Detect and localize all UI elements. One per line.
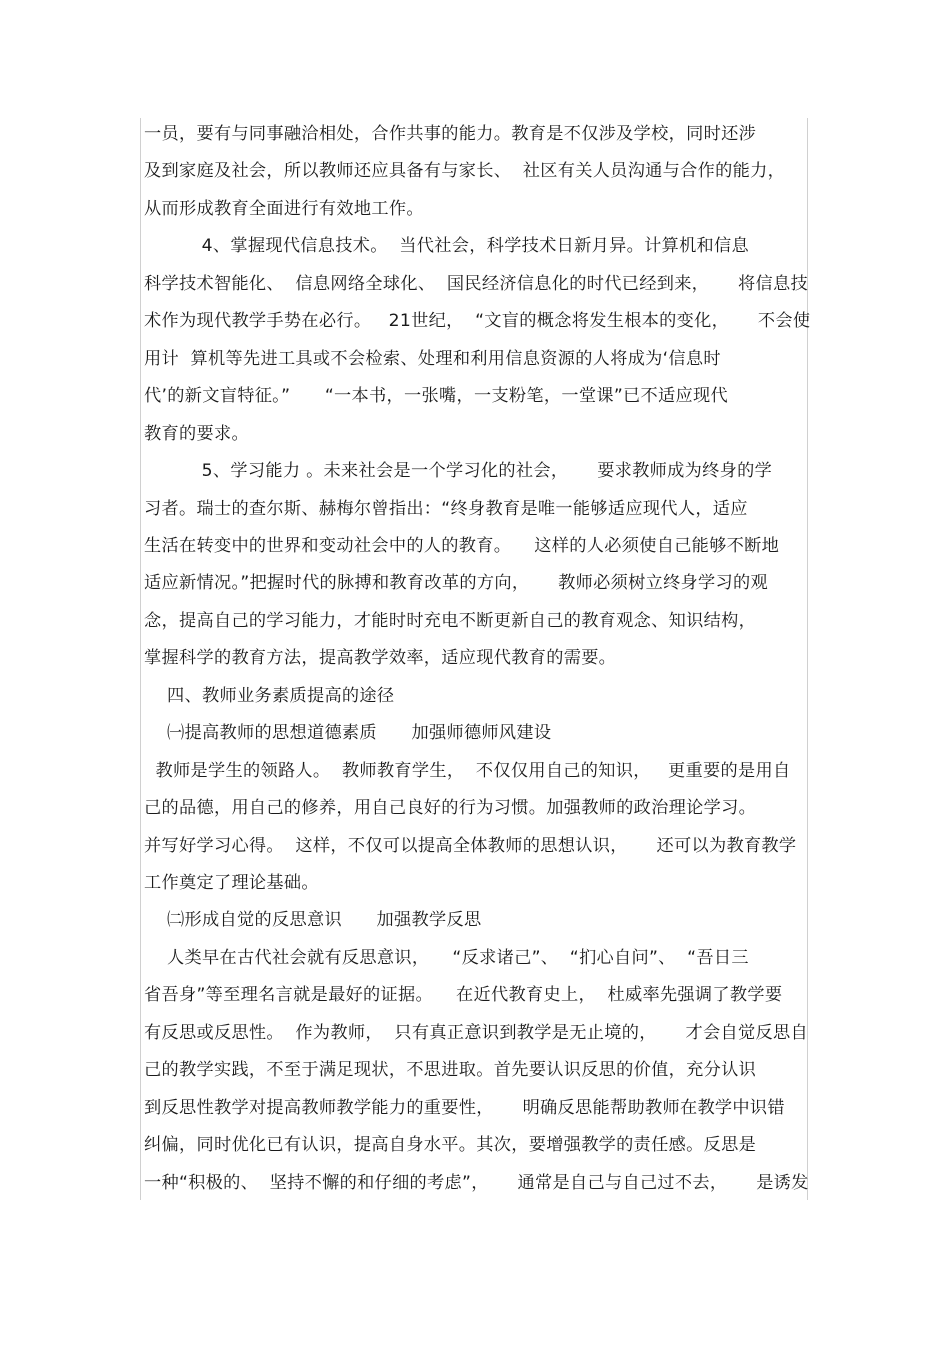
text-line: 术作为现代教学手势在必行。 21世纪， “文盲的概念将发生根本的变化， 不会使 (144, 311, 811, 332)
text-line: 并写好学习心得。 这样，不仅可以提高全体教师的思想认识， 还可以为教育教学 (144, 835, 797, 856)
text-line: 纠偏，同时优化已有认识，提高自身水平。其次，要增强教学的责任感。反思是 (144, 1135, 757, 1156)
text-line: 一员，要有与同事融洽相处，合作共事的能力。教育是不仅涉及学校，同时还涉 (144, 124, 757, 144)
text-line: 念，提高自己的学习能力，才能时时充电不断更新自己的教育观念、知识结构， (144, 610, 757, 631)
text-line: 及到家庭及社会，所以教师还应具备有与家长、 社区有关人员沟通与合作的能力， (144, 161, 786, 182)
text-line: ㈠提高教师的思想道德素质 加强师德师风建设 (144, 723, 552, 744)
text-line: 人类早在古代社会就有反思意识， “反求诸己”、 “扪心自问”、 “吾日三 (144, 947, 749, 968)
text-line: 用计 算机等先进工具或不会检索、处理和利用信息资源的人将成为‘信息时 (144, 348, 721, 369)
text-line: 习者。瑞士的查尔斯、赫梅尔曾指出：“终身教育是唯一能够适应现代人，适应 (144, 498, 748, 519)
text-line: 一种“积极的、 坚持不懈的和仔细的考虑”， 通常是自己与自己过不去， 是诱发 (144, 1172, 809, 1193)
text-line: 己的品德，用自己的修养，用自己良好的行为习惯。加强教师的政治理论学习。 (144, 798, 757, 819)
text-line: 省吾身”等至理名言就是最好的证据。 在近代教育史上， 杜威率先强调了教学要 (144, 985, 783, 1006)
text-line: 到反思性教学对提高教师教学能力的重要性， 明确反思能帮助教师在教学中识错 (144, 1097, 785, 1118)
text-line: 掌握科学的教育方法，提高教学效率，适应现代教育的需要。 (144, 648, 617, 669)
text-line: 己的教学实践，不至于满足现状，不思进取。首先要认识反思的价值，充分认识 (144, 1060, 757, 1081)
text-line: 生活在转变中的世界和变动社会中的人的教育。 这样的人必须使自己能够不断地 (144, 535, 780, 556)
text-line: 代’的新文盲特征。” “一本书，一张嘴，一支粉笔，一堂课”已不适应现代 (144, 386, 728, 407)
text-line: 有反思或反思性。 作为教师， 只有真正意识到教学是无止境的， 才会自觉反思自 (144, 1022, 808, 1043)
text-line: 5、学习能力 。未来社会是一个学习化的社会， 要求教师成为终身的学 (144, 461, 773, 482)
text-line: 适应新情况。”把握时代的脉搏和教育改革的方向， 教师必须树立终身学习的观 (144, 573, 768, 594)
text-line: 工作奠定了理论基础。 (144, 873, 319, 893)
text-line: ㈡形成自觉的反思意识 加强教学反思 (144, 910, 482, 931)
text-line: 教师是学生的领路人。 教师教育学生， 不仅仅用自己的知识， 更重要的是用自 (144, 760, 791, 781)
text-line: 教育的要求。 (144, 423, 249, 444)
text-line: 四、教师业务素质提高的途径 (144, 685, 395, 706)
text-line: 科学技术智能化、 信息网络全球化、 国民经济信息化的时代已经到来， 将信息技 (144, 273, 808, 294)
text-line: 4、掌握现代信息技术。 当代社会，科学技术日新月异。计算机和信息 (144, 236, 750, 257)
text-line: 从而形成教育全面进行有效地工作。 (144, 198, 424, 219)
